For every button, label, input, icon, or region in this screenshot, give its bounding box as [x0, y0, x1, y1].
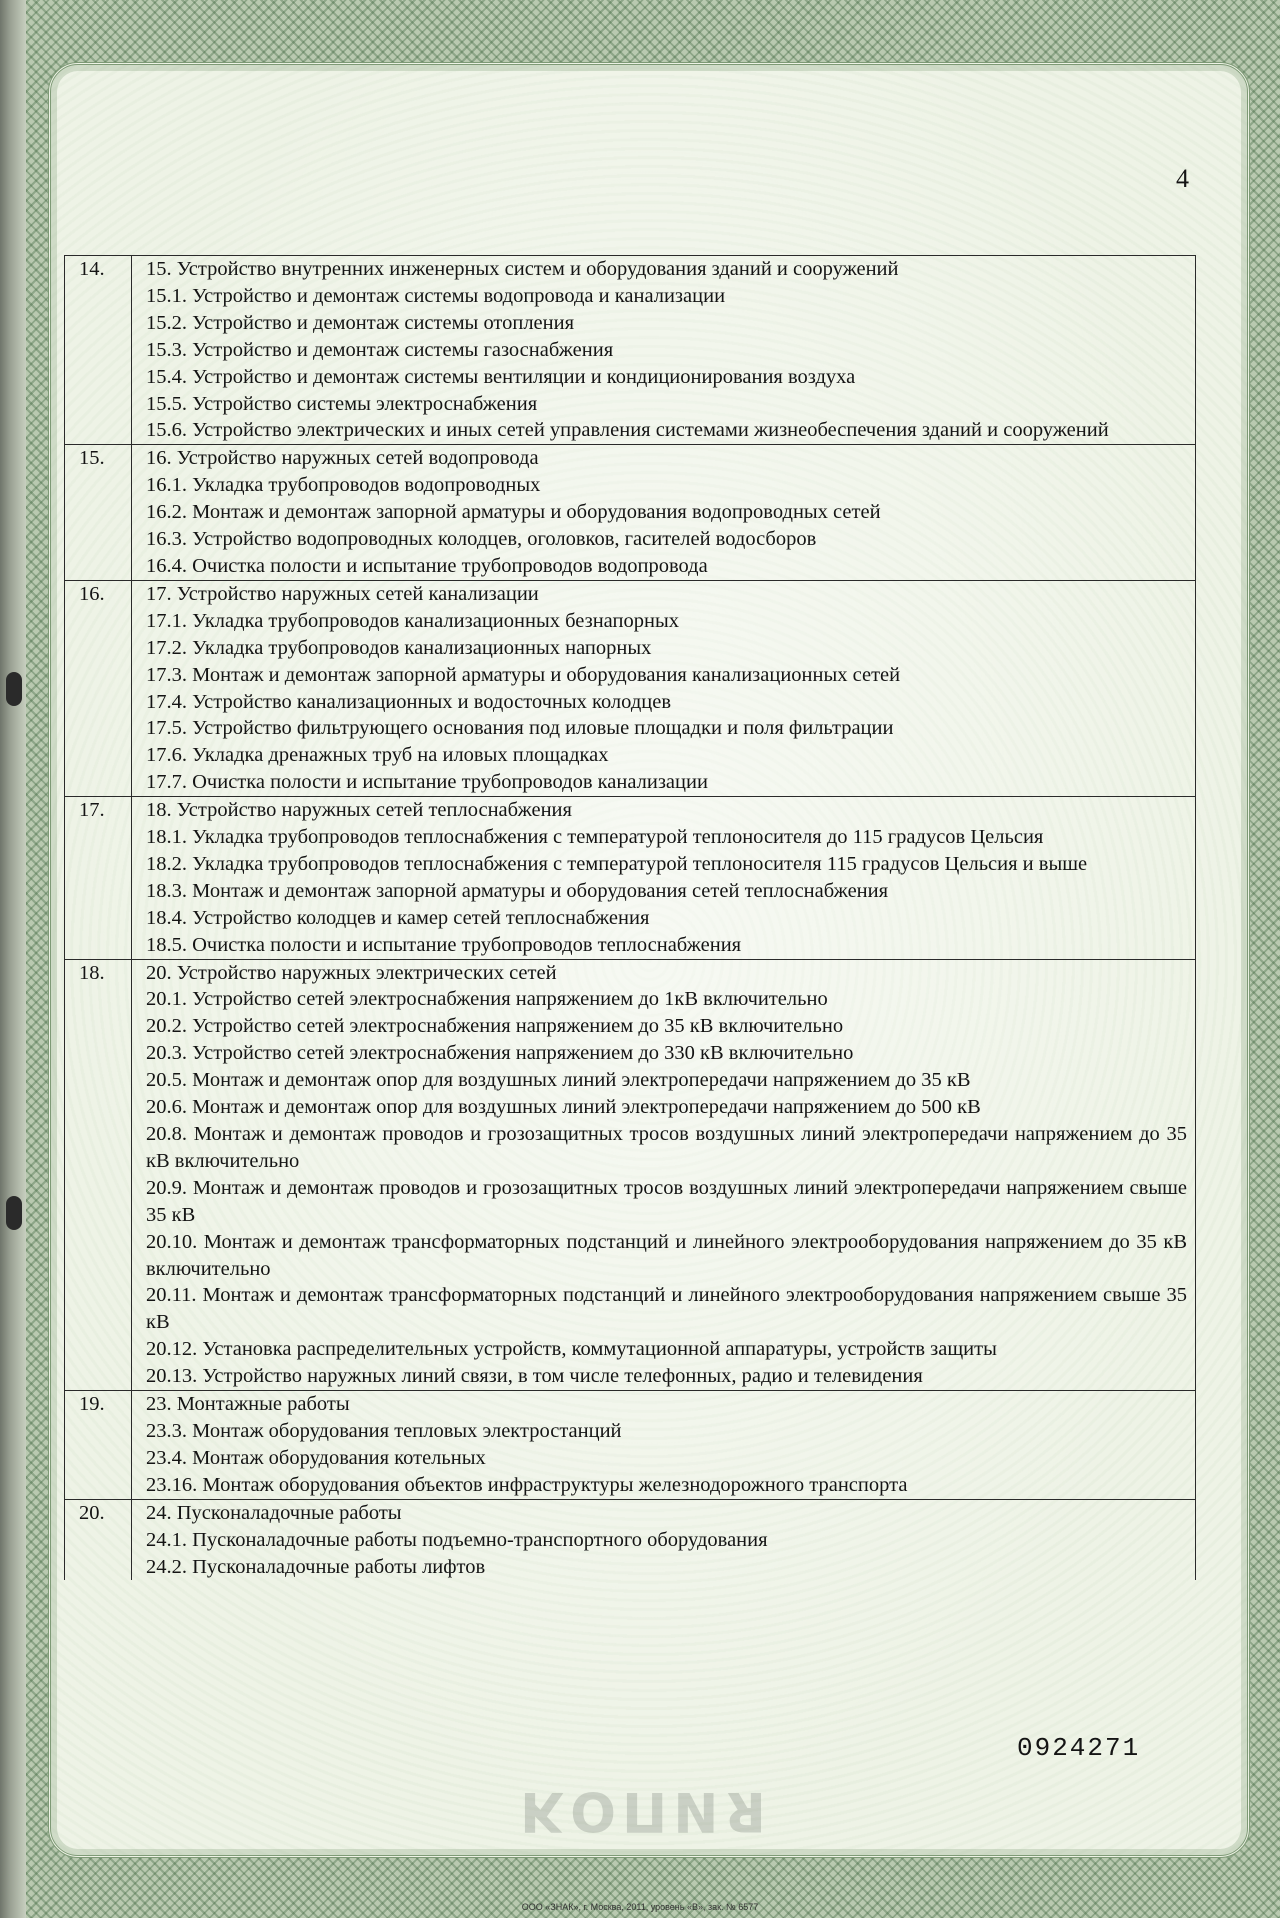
work-item: 17.2. Укладка трубопроводов канализационных напорных: [146, 636, 652, 659]
work-item: 20.8. Монтаж и демонтаж проводов и грозозащитных тросов воздушных линий электропередачи напряжением до 35 кВ включительно: [146, 1123, 1187, 1172]
work-item: 23.4. Монтаж оборудования котельных: [146, 1446, 486, 1469]
work-item: 16.4. Очистка полости и испытание трубопроводов водопровода: [146, 554, 708, 577]
row-content: [132, 1499, 1196, 1580]
row-number: 19.: [65, 1391, 132, 1500]
row-number: 14.: [65, 256, 132, 445]
work-item: 17.5. Устройство фильтрующего основания под иловые площадки и поля фильтрации: [146, 717, 894, 740]
binding-spine: [0, 0, 26, 1918]
work-item: 16.3. Устройство водопроводных колодцев, оголовков, гасителей водосборов: [146, 528, 817, 551]
work-item: 20.3. Устройство сетей электроснабжения напряжением до 330 кВ включительно: [146, 1042, 854, 1065]
page-number: 4: [1176, 164, 1189, 193]
work-item: 20.1. Устройство сетей электроснабжения напряжением до 1кВ включительно: [146, 988, 828, 1011]
work-item: 20.9. Монтаж и демонтаж проводов и грозозащитных тросов воздушных линий электропередачи напряжением свыше 35 кВ: [146, 1176, 1187, 1226]
work-item: 15.3. Устройство и демонтаж системы газоснабжения: [146, 338, 614, 361]
work-item: 20. Устройство наружных электрических сетей: [146, 961, 557, 984]
work-item: 20.12. Установка распределительных устройств, коммутационной аппаратуры, устройств защиты: [146, 1338, 997, 1361]
work-item: 18.3. Монтаж и демонтаж запорной арматуры и оборудования сетей теплоснабжения: [146, 879, 889, 902]
table-row: [65, 1391, 1196, 1500]
work-item: 20.10. Монтаж и демонтаж трансформаторных подстанций и линейного электрооборудования напряжением до 35 кВ включительно: [146, 1230, 1187, 1280]
binding-hole: [6, 1196, 22, 1230]
work-item: 24. Пусконаладочные работы: [146, 1501, 402, 1524]
work-item: 15.5. Устройство системы электроснабжения: [146, 392, 538, 415]
work-item: 23.16. Монтаж оборудования объектов инфраструктуры железнодорожного транспорта: [146, 1473, 908, 1496]
row-number: 16.: [65, 580, 132, 796]
work-item: 24.2. Пусконаладочные работы лифтов: [146, 1555, 486, 1578]
work-item: 20.5. Монтаж и демонтаж опор для воздушных линий электропередачи напряжением до 35 кВ: [146, 1069, 971, 1092]
row-content: [132, 256, 1196, 445]
work-item: 15.2. Устройство и демонтаж системы отопления: [146, 311, 575, 334]
table-row: [65, 1499, 1196, 1580]
work-item: 17.7. Очистка полости и испытание трубопроводов канализации: [146, 771, 708, 794]
binding-hole: [6, 672, 22, 706]
work-item: 20.2. Устройство сетей электроснабжения напряжением до 35 кВ включительно: [146, 1015, 844, 1038]
row-content: [132, 445, 1196, 581]
work-item: 16.1. Укладка трубопроводов водопроводных: [146, 474, 541, 497]
work-item: 17.1. Укладка трубопроводов канализационных безнапорных: [146, 609, 679, 632]
work-item: 15. Устройство внутренних инженерных систем и оборудования зданий и сооружений: [146, 258, 899, 280]
row-number: 20.: [65, 1499, 132, 1580]
work-item: 15.1. Устройство и демонтаж системы водопровода и канализации: [146, 284, 726, 307]
row-number: 15.: [65, 445, 132, 581]
work-item: 16.2. Монтаж и демонтаж запорной арматуры и оборудования водопроводных сетей: [146, 501, 881, 524]
work-item: 20.13. Устройство наружных линий связи, в том числе телефонных, радио и телевидения: [146, 1365, 923, 1388]
work-item: 15.6. Устройство электрических и иных сетей управления системами жизнеобеспечения зданий и сооружений: [146, 419, 1109, 442]
work-item: 17. Устройство наружных сетей канализации: [146, 582, 539, 605]
table-row: [65, 445, 1196, 581]
table-row: [65, 959, 1196, 1391]
work-item: 17.6. Укладка дренажных труб на иловых площадках: [146, 744, 609, 767]
row-number: 18.: [65, 959, 132, 1391]
work-types-table: [64, 255, 1196, 1580]
work-item: 17.3. Монтаж и демонтаж запорной арматуры и оборудования канализационных сетей: [146, 663, 901, 686]
work-item: 23. Монтажные работы: [146, 1393, 350, 1416]
work-item: 18.4. Устройство колодцев и камер сетей теплоснабжения: [146, 906, 650, 929]
work-item: 18. Устройство наружных сетей теплоснабжения: [146, 799, 572, 822]
table-row: [65, 797, 1196, 959]
work-item: 23.3. Монтаж оборудования тепловых электростанций: [146, 1419, 622, 1442]
row-content: [132, 580, 1196, 796]
work-item: 18.2. Укладка трубопроводов теплоснабжения с температурой теплоносителя 115 градусов Цельсия и выше: [146, 852, 1088, 875]
table-row: [65, 256, 1196, 445]
copy-stamp: КОПИЯ: [520, 1780, 773, 1843]
row-content: [132, 797, 1196, 959]
work-item: 15.4. Устройство и демонтаж системы вентиляции и кондиционирования воздуха: [146, 365, 856, 388]
work-item: 20.11. Монтаж и демонтаж трансформаторных подстанций и линейного электрооборудования напряжением свыше 35 кВ: [146, 1284, 1187, 1334]
work-item: 17.4. Устройство канализационных и водосточных колодцев: [146, 690, 671, 713]
printer-note: ООО «ЗНАК», г. Москва, 2011, уровень «В», зак. № 6577: [521, 1902, 759, 1912]
table-row: [65, 580, 1196, 796]
work-item: 18.1. Укладка трубопроводов теплоснабжения с температурой теплоносителя до 115 градусов Цельсия: [146, 826, 1044, 849]
work-item: 16. Устройство наружных сетей водопровода: [146, 447, 539, 470]
work-item: 24.1. Пусконаладочные работы подъемно-транспортного оборудования: [146, 1528, 768, 1551]
certificate-number: 0924271: [1017, 1733, 1141, 1763]
work-item: 18.5. Очистка полости и испытание трубопроводов теплоснабжения: [146, 933, 742, 956]
work-item: 20.6. Монтаж и демонтаж опор для воздушных линий электропередачи напряжением до 500 кВ: [146, 1096, 981, 1119]
row-content: [132, 1391, 1196, 1500]
row-content: [132, 959, 1196, 1391]
row-number: 17.: [65, 797, 132, 959]
